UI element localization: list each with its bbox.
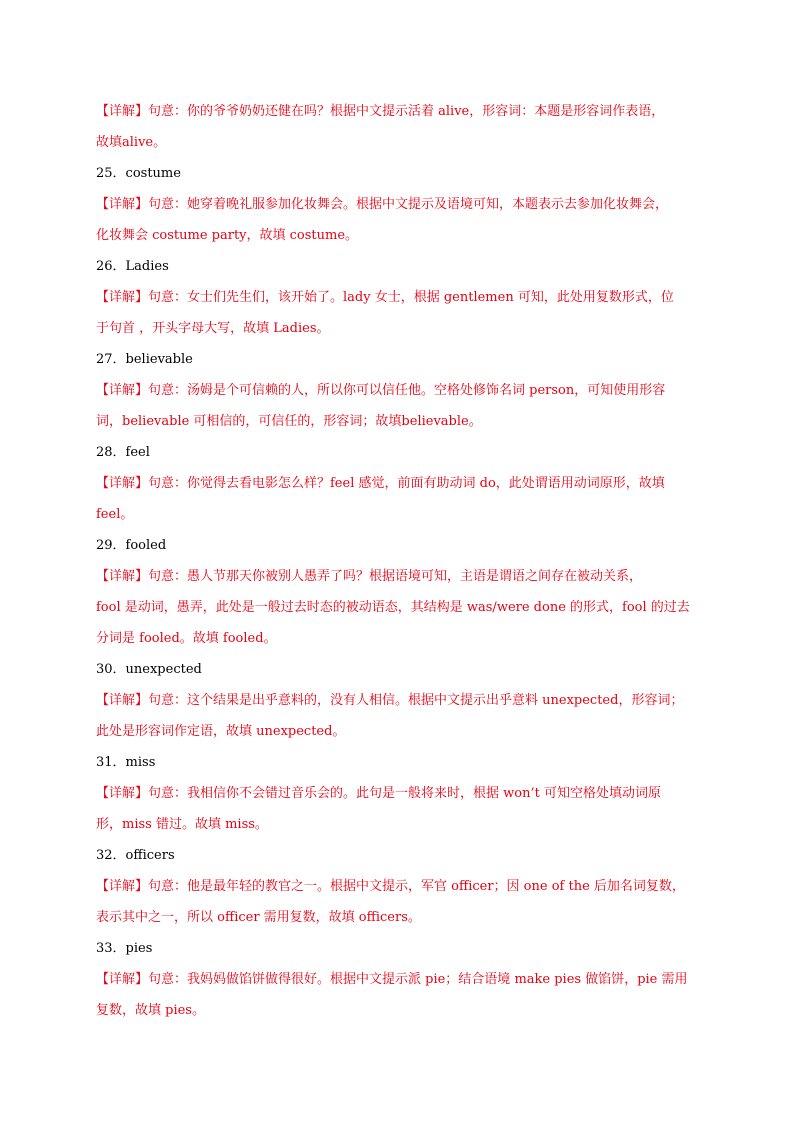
answer-line: 32．officers [96,848,175,863]
answer-line: 27．believable [96,352,193,367]
explanation-line: 【详解】句意：你觉得去看电影怎么样？feel 感觉，前面有助动词 do，此处谓语用动词原形，故填 [96,476,665,491]
answer-line: 31．miss [96,755,156,770]
explanation-line: 形，miss 错过。故填 miss。 [96,817,268,832]
explanation-line: 【详解】句意：他是最年轻的教官之一。根据中文提示，军官 officer；因 one of the 后加名词复数， [96,879,685,894]
explanation-line: 【详解】句意：她穿着晚礼服参加化妆舞会。根据中文提示及语境可知，本题表示去参加化妆舞会， [96,197,669,212]
explanation-line: 【详解】句意：愚人节那天你被别人愚弄了吗？根据语境可知，主语是谓语之间存在被动关系， [96,569,643,584]
explanation-line: 复数，故填 pies。 [96,1003,205,1018]
explanation-line: feel。 [96,507,134,522]
explanation-line: 分词是 fooled。故填 fooled。 [96,631,277,646]
answer-line: 29．fooled [96,538,167,553]
explanation-line: 【详解】句意：这个结果是出乎意料的，没有人相信。根据中文提示出乎意料 unexpected，形容词； [96,693,684,708]
answer-explanations [96,96,708,1026]
explanation-line: 【详解】句意：我妈妈做馅饼做得很好。根据中文提示派 pie；结合语境 make pies 做馅饼，pie 需用 [96,972,688,987]
answer-line: 26．Ladies [96,259,169,274]
answer-line: 28．feel [96,445,150,460]
explanation-line: 故填alive。 [96,135,167,150]
explanation-line: 化妆舞会 costume party，故填 costume。 [96,228,359,243]
explanation-line: 【详解】句意：女士们先生们，该开始了。lady 女士，根据 gentlemen 可知，此处用复数形式，位 [96,290,674,305]
explanation-line: 【详解】句意：汤姆是个可信赖的人，所以你可以信任他。空格处修饰名词 person，可知使用形容 [96,383,666,398]
answer-line: 25．costume [96,166,181,181]
explanation-line: 此处是形容词作定语，故填 unexpected。 [96,724,346,739]
explanation-line: 【详解】句意：我相信你不会错过音乐会的。此句是一般将来时，根据 won’t 可知空格处填动词原 [96,786,661,801]
explanation-line: 【详解】句意：你的爷爷奶奶还健在吗？根据中文提示活着 alive，形容词：本题是形容词作表语， [96,104,665,119]
explanation-line: fool 是动词，愚弄，此处是一般过去时态的被动语态，其结构是 was/were done 的形式，fool 的过去 [96,600,690,615]
explanation-line: 于句首 ，开头字母大写，故填 Ladies。 [96,321,330,336]
explanation-line: 词，believable 可相信的，可信任的，形容词；故填believable。 [96,414,482,429]
answer-line: 33．pies [96,941,153,956]
answer-line: 30．unexpected [96,662,202,677]
explanation-line: 表示其中之一，所以 officer 需用复数，故填 officers。 [96,910,421,925]
